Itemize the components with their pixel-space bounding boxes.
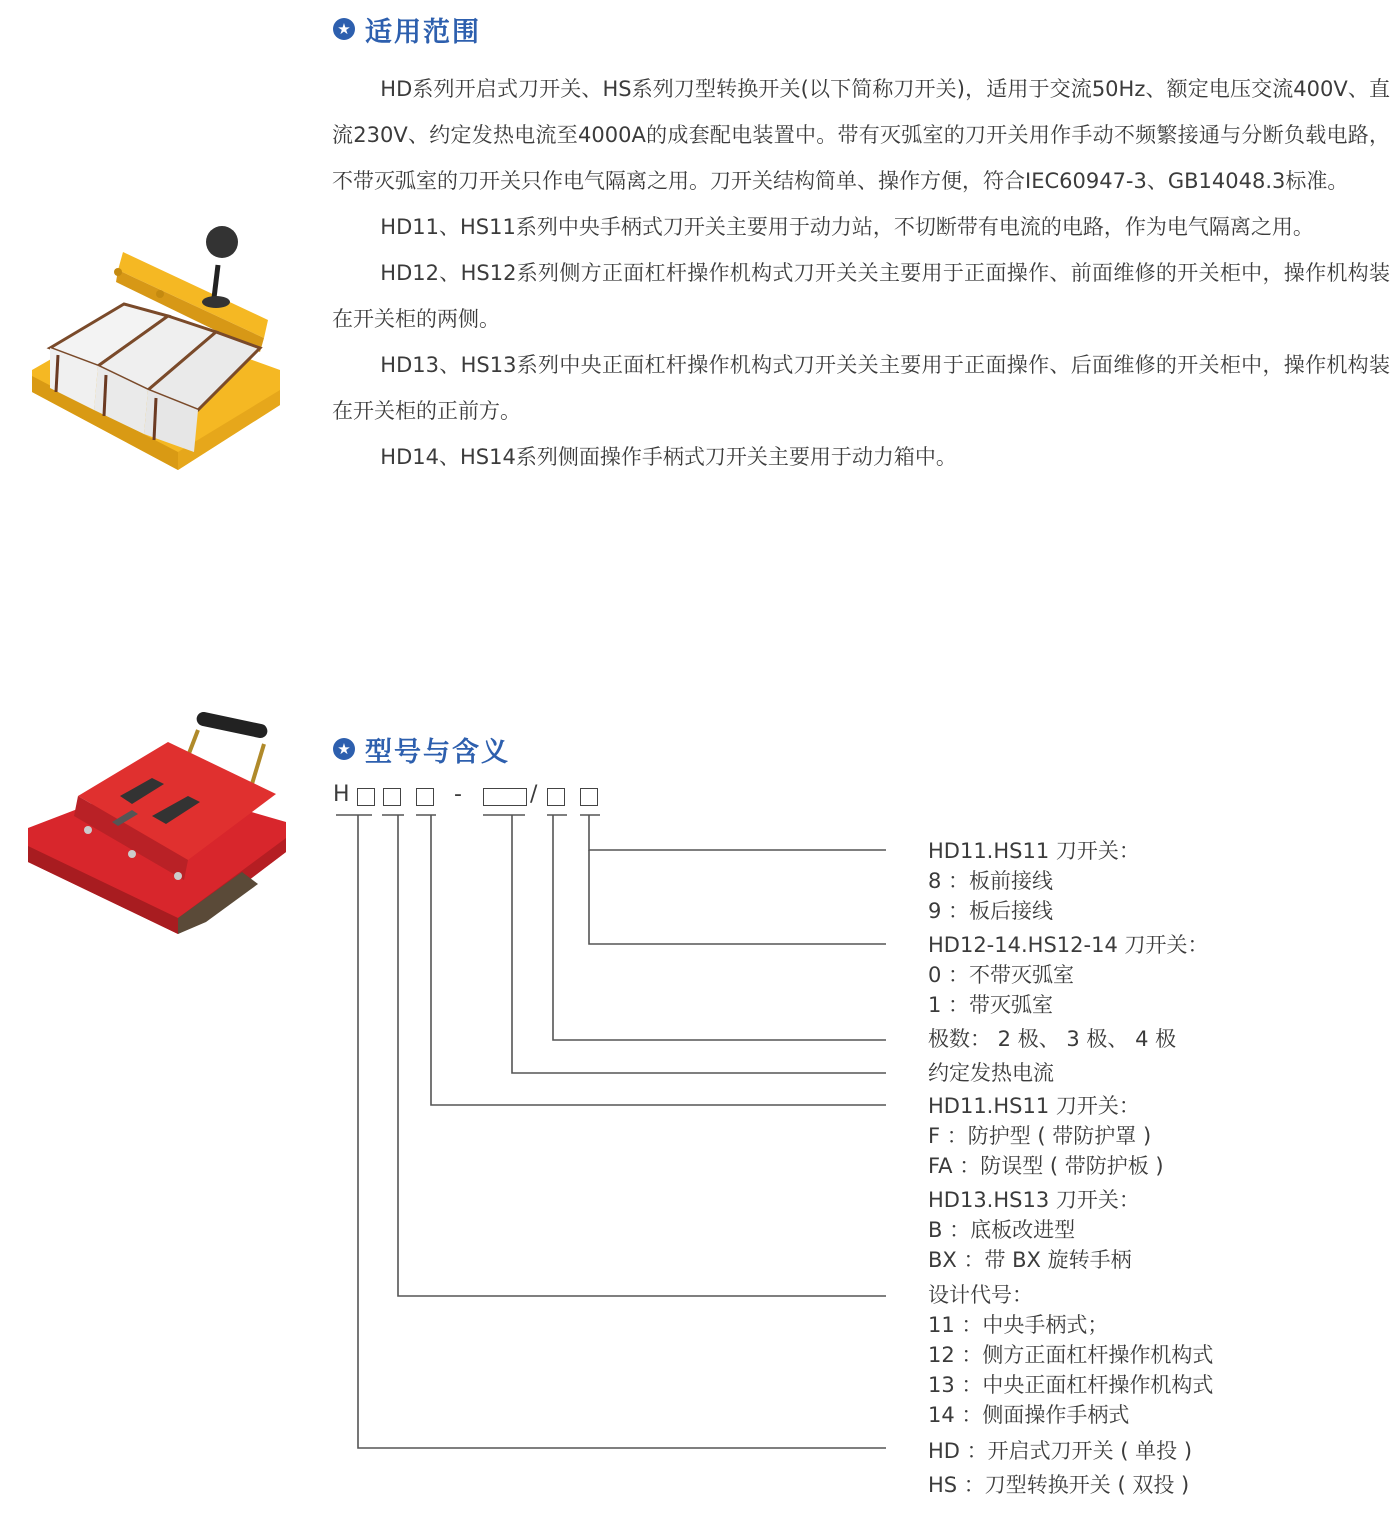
explain-line: BX ：带 BX 旋转手柄 <box>928 1248 1132 1272</box>
explain-poles <box>928 1024 1176 1054</box>
paragraph: HD系列开启式刀开关、HS系列刀型转换开关(以下简称刀开关)，适用于交流50Hz、额定电压交流400V、直流230V、约定发热电流至4000A的成套配电装置中。带有灭弧室的刀开关用作手动不频繁接通与分断负载电路，不带灭弧室的刀开关只作电气隔离之用。刀开关结构简单、操作方便，符合IEC60947-3、GB14048.3标准。 <box>332 77 1390 193</box>
model-prefix: H <box>333 782 350 807</box>
paragraph: HD12、HS12系列侧方正面杠杆操作机构式刀开关关主要用于正面操作、前面维修的开关柜中，操作机构装在开关柜的两侧。 <box>332 261 1390 331</box>
explain-base-handle <box>928 1185 1140 1275</box>
explain-line: 8 ：板前接线 <box>928 869 1054 893</box>
explain-line: HD13.HS13 刀开关： <box>928 1188 1140 1212</box>
explain-line: HD ：开启式刀开关 ( 单投 ) <box>928 1439 1193 1463</box>
explain-line: 11 ：中央手柄式； <box>928 1313 1109 1337</box>
star-icon: ★ <box>333 18 355 40</box>
explain-line: 1 ：带灭弧室 <box>928 993 1054 1017</box>
explain-line: 13 ：中央正面杠杆操作机构式 <box>928 1373 1214 1397</box>
star-icon: ★ <box>333 738 355 760</box>
explain-line: B ：底板改进型 <box>928 1218 1076 1242</box>
explain-line: 9 ：板后接线 <box>928 899 1054 923</box>
explain-line: 设计代号： <box>928 1283 1033 1307</box>
explain-line: 极数： 2 极、 3 极、 4 极 <box>928 1027 1177 1051</box>
paragraph: HD13、HS13系列中央正面杠杆操作机构式刀开关关主要用于正面操作、后面维修的开关柜中，操作机构装在开关柜的正前方。 <box>332 353 1390 423</box>
explain-line: HD11.HS11 刀开关： <box>928 839 1140 863</box>
explain-line: 0 ：不带灭弧室 <box>928 963 1075 987</box>
explain-protection <box>928 1091 1164 1181</box>
explain-line: 14 ：侧面操作手柄式 <box>928 1403 1130 1427</box>
explain-arc-chamber <box>928 930 1208 1020</box>
explain-line: HD12-14.HS12-14 刀开关： <box>928 933 1209 957</box>
paragraph: HD11、HS11系列中央手柄式刀开关主要用于动力站，不切断带有电流的电路，作为电气隔离之用。 <box>380 215 1314 239</box>
explain-switch-type <box>928 1434 1192 1502</box>
paragraph: HD14、HS14系列侧面操作手柄式刀开关主要用于动力箱中。 <box>380 445 957 469</box>
section-title: 型号与含义 <box>365 736 510 768</box>
explain-line: HS ：刀型转换开关 ( 双投 ) <box>928 1473 1190 1497</box>
explain-line: FA ：防误型 ( 带防护板 ) <box>928 1154 1164 1178</box>
explain-line: F ：防护型 ( 带防护罩 ) <box>928 1124 1152 1148</box>
code-slash: / <box>530 782 538 807</box>
explain-design-code <box>928 1280 1213 1430</box>
explain-line: 12 ：侧方正面杠杆操作机构式 <box>928 1343 1214 1367</box>
code-dash: - <box>454 782 462 807</box>
section-title: 适用范围 <box>365 16 481 48</box>
explain-line: HD11.HS11 刀开关： <box>928 1094 1140 1118</box>
explain-current <box>928 1058 1054 1088</box>
explain-wiring <box>928 836 1140 926</box>
explain-line: 约定发热电流 <box>928 1061 1054 1085</box>
